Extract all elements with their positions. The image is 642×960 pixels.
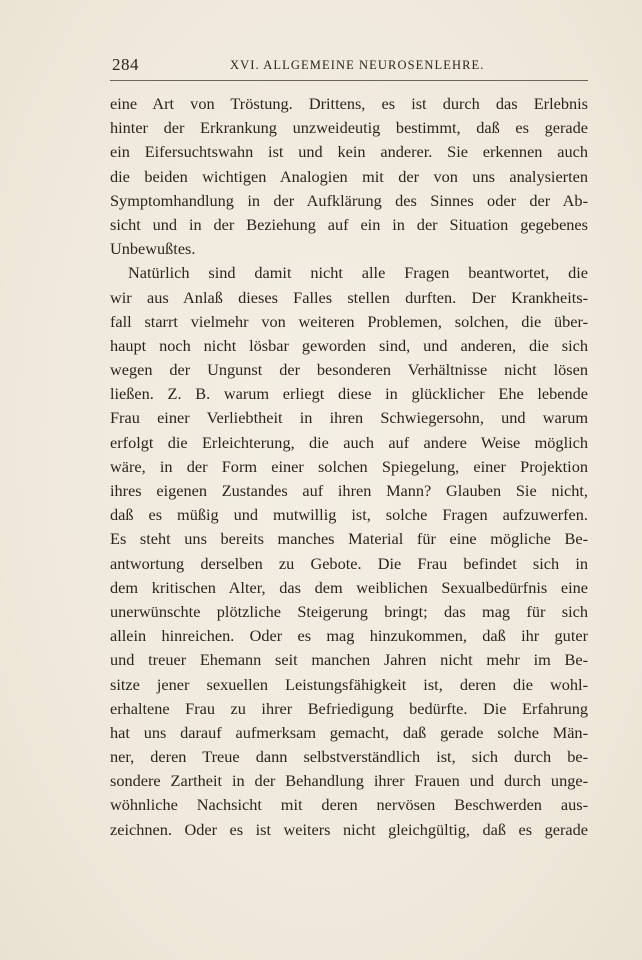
text-line: ihres eigenen Zustandes auf ihren Mann? Glauben Sie nicht,: [110, 481, 588, 500]
text-line: zeichnen. Oder es ist weiters nicht gleichgültig, daß es gerade: [110, 819, 588, 839]
text-line: Es steht uns bereits manches Material für eine mögliche Be-: [110, 529, 588, 549]
text-line: Symptomhandlung in der Aufklärung des Sinnes oder der Ab-: [110, 190, 588, 210]
page-number: 284: [112, 55, 139, 74]
text-line: fall starrt vielmehr von weiteren Problemen, solchen, die über-: [110, 311, 588, 331]
text-line: hinter der Erkrankung unzweideutig bestimmt, daß es gerade: [110, 118, 588, 138]
text-line: erfolgt die Erleichterung, die auch auf andere Weise möglich: [110, 432, 588, 452]
text-line: antwortung derselben zu Gebote. Die Frau befindet sich in: [110, 553, 588, 573]
text-line: sitze jener sexuellen Leistungsfähigkeit ist, deren die wohl-: [110, 674, 588, 694]
text-line: erhaltene Frau zu ihrer Befriedigung bedürfte. Die Erfahrung: [110, 698, 588, 718]
text-line: ner, deren Treue dann selbstverständlich ist, sich durch be-: [110, 747, 588, 767]
text-line: die beiden wichtigen Analogien mit der von uns analysierten: [110, 166, 588, 186]
text-line: hat uns darauf aufmerksam gemacht, daß gerade solche Män-: [110, 722, 588, 742]
text-line: daß es müßig und mutwillig ist, solche Fragen aufzuwerfen.: [110, 505, 588, 525]
running-head: XVI. ALLGEMEINE NEUROSENLEHRE.: [230, 58, 485, 72]
text-line: wir aus Anlaß dieses Falles stellen durften. Der Krankheits-: [110, 287, 588, 307]
body-text: [110, 92, 588, 842]
header-rule: [110, 80, 588, 81]
text-line: eine Art von Tröstung. Drittens, es ist durch das Erlebnis: [110, 94, 588, 113]
text-line: allein hinreichen. Oder es mag hinzukommen, daß ihr guter: [110, 626, 588, 646]
text-line: Natürlich sind damit nicht alle Fragen beantwortet, die: [128, 263, 588, 283]
text-line: ein Eifersuchtswahn ist und kein anderer. Sie erkennen auch: [110, 142, 588, 162]
text-line: sicht und in der Beziehung auf ein in der Situation gegebenes: [110, 214, 588, 234]
text-line: sondere Zartheit in der Behandlung ihrer Frauen und durch unge-: [110, 771, 588, 791]
page-header: [112, 55, 586, 79]
text-line: haupt noch nicht lösbar geworden sind, und anderen, die sich: [110, 335, 588, 355]
text-line: wäre, in der Form einer solchen Spiegelung, einer Projektion: [110, 456, 588, 476]
text-line: Frau einer Verliebtheit in ihren Schwiegersohn, und warum: [110, 408, 588, 428]
text-line: unerwünschte plötzliche Steigerung bringt; das mag für sich: [110, 601, 588, 621]
text-line: ließen. Z. B. warum erliegt diese in glücklicher Ehe lebende: [110, 384, 588, 404]
text-line: dem kritischen Alter, das dem weiblichen Sexualbedürfnis eine: [110, 577, 588, 597]
text-line: und treuer Ehemann seit manchen Jahren nicht mehr im Be-: [110, 650, 588, 670]
text-line: wöhnliche Nachsicht mit deren nervösen Beschwerden aus-: [110, 795, 588, 815]
text-line: Unbewußtes.: [110, 239, 196, 259]
text-line: wegen der Ungunst der besonderen Verhältnisse nicht lösen: [110, 360, 588, 380]
